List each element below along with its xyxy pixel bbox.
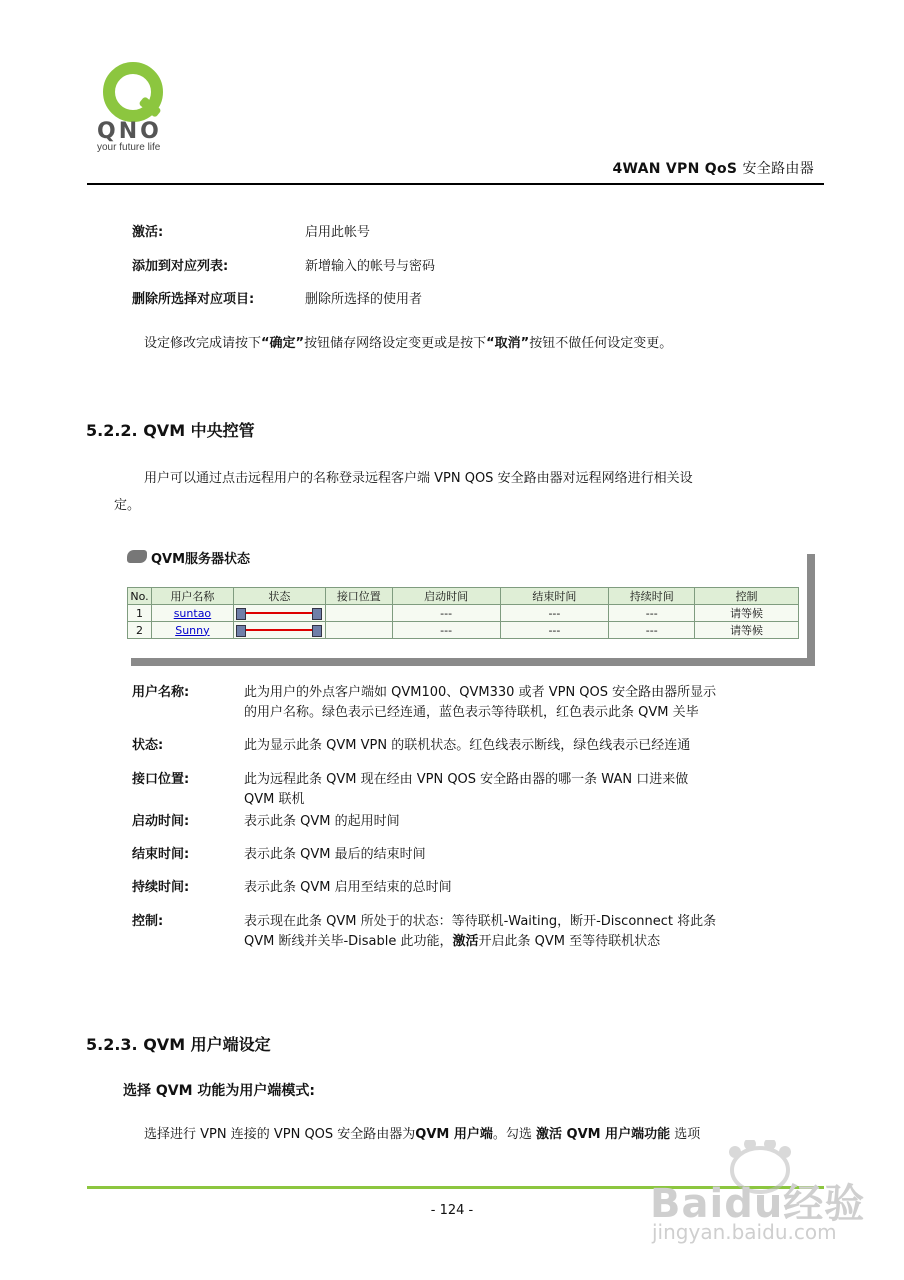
document-header-title	[612, 158, 814, 178]
header-title-cn: 安全路由器	[742, 161, 814, 177]
folder-tab-icon	[127, 550, 147, 563]
col-header-control: 控制	[695, 588, 799, 605]
definition-label: 接口位置:	[132, 772, 190, 787]
section-heading-522: 5.2.2. QVM 中央控管	[86, 421, 255, 440]
disconnected-line	[246, 629, 312, 631]
definition-text-line: QVM 联机	[244, 792, 305, 807]
setting-value: 启用此帐号	[305, 225, 371, 240]
setting-value: 新增输入的帐号与密码	[305, 259, 436, 274]
user-link[interactable]: suntao	[173, 606, 212, 620]
setting-label: 添加到对应列表:	[132, 259, 229, 274]
definition-text-line: 表示此条 QVM 最后的结束时间	[244, 847, 426, 862]
definition-text-line: 表示此条 QVM 的起用时间	[244, 814, 400, 829]
panel-shadow	[807, 554, 815, 666]
col-header-user: 用户名称	[151, 588, 233, 605]
para-bold: 激活 QVM 用户端功能	[536, 1127, 671, 1142]
definition-text-line: 表示此条 QVM 启用至结束的总时间	[244, 880, 452, 895]
cell-status	[233, 622, 325, 639]
col-header-status: 状态	[233, 588, 325, 605]
definition-label: 用户名称:	[132, 685, 190, 700]
col-header-end: 结束时间	[500, 588, 609, 605]
definition-label: 控制:	[132, 914, 164, 929]
definition-label: 启动时间:	[132, 814, 190, 829]
definition-label: 结束时间:	[132, 847, 190, 862]
para-text: 选择进行 VPN 连接的 VPN QOS 安全路由器为	[144, 1127, 416, 1142]
connection-status-icon	[236, 623, 322, 637]
cell-status	[233, 605, 325, 622]
para-text: 。勾选	[492, 1127, 537, 1142]
note-text: 设定修改完成请按下	[144, 336, 262, 351]
table-header-row	[128, 588, 799, 605]
para-text: 选项	[670, 1127, 701, 1142]
save-cancel-note	[144, 330, 672, 357]
cell-no: 2	[128, 622, 152, 639]
panel-shadow	[131, 658, 815, 666]
computer-icon	[236, 608, 246, 620]
panel-body	[127, 546, 807, 658]
note-cancel: “取消”	[486, 336, 530, 351]
cell-start: ---	[392, 605, 500, 622]
definition-text: 开启此条 QVM 至等待联机状态	[478, 934, 661, 949]
connection-status-icon	[236, 606, 322, 620]
definition-text-line: 此为显示此条 QVM VPN 的联机状态。红色线表示断线，绿色线表示已经连通	[244, 738, 691, 753]
cell-port	[325, 622, 392, 639]
definition-bold-term: 激活	[452, 934, 479, 949]
section-523-subheading: 选择 QVM 功能为用户端模式:	[123, 1083, 316, 1099]
definition-text-line: 表示现在此条 QVM 所处于的状态：等待联机-Waiting，断开-Disconnect 将此条	[244, 914, 717, 929]
table-row	[128, 605, 799, 622]
header-title-en: 4WAN VPN QoS	[612, 161, 738, 177]
section-523-para	[144, 1121, 700, 1148]
qvm-status-table	[127, 587, 799, 639]
user-link[interactable]: Sunny	[175, 623, 210, 637]
section-522-para-line2: 定。	[114, 498, 141, 513]
note-text: 按钮储存网络设定变更或是按下	[304, 336, 487, 351]
table-row	[128, 622, 799, 639]
header-divider	[87, 183, 824, 185]
definition-text-line: 的用户名称。绿色表示已经连通，蓝色表示等待联机，红色表示此条 QVM 关毕	[244, 705, 699, 720]
col-header-port: 接口位置	[325, 588, 392, 605]
cell-control: 请等候	[695, 622, 799, 639]
cell-start: ---	[392, 622, 500, 639]
computer-icon	[236, 625, 246, 637]
cell-end: ---	[500, 622, 609, 639]
logo-tagline: your future life	[97, 142, 161, 153]
definition-text: QVM 断线并关毕-Disable 此功能，	[244, 934, 453, 949]
definition-label: 状态:	[132, 738, 164, 753]
computer-icon	[312, 608, 322, 620]
cell-duration: ---	[609, 622, 695, 639]
col-header-duration: 持续时间	[609, 588, 695, 605]
page-number: - 124 -	[430, 1203, 474, 1218]
cell-control: 请等候	[695, 605, 799, 622]
setting-label: 激活:	[132, 225, 164, 240]
qvm-server-status-panel	[127, 546, 815, 666]
setting-label: 删除所选择对应项目:	[132, 292, 255, 307]
note-text: 按钮不做任何设定变更。	[529, 336, 673, 351]
definition-text-line: 此为用户的外点客户端如 QVM100、QVM330 或者 VPN QOS 安全路由器所显示	[244, 685, 717, 700]
para-bold: QVM 用户端	[415, 1127, 493, 1142]
col-header-no: No.	[128, 588, 152, 605]
definition-text-line	[244, 932, 660, 952]
svg-text:QNO: QNO	[97, 119, 162, 144]
section-heading-523: 5.2.3. QVM 用户端设定	[86, 1035, 271, 1054]
setting-value: 删除所选择的使用者	[305, 292, 423, 307]
definition-label: 持续时间:	[132, 880, 190, 895]
disconnected-line	[246, 612, 312, 614]
watermark-text: Baidu经验	[650, 1181, 866, 1227]
cell-user	[151, 622, 233, 639]
cell-no: 1	[128, 605, 152, 622]
panel-title: QVM服务器状态	[151, 552, 251, 567]
computer-icon	[312, 625, 322, 637]
section-522-para-line1: 用户可以通过点击远程用户的名称登录远程客户端 VPN QOS 安全路由器对远程网络进行相关设	[144, 471, 693, 486]
cell-port	[325, 605, 392, 622]
cell-end: ---	[500, 605, 609, 622]
definition-text-line: 此为远程此条 QVM 现在经由 VPN QOS 安全路由器的哪一条 WAN 口进来做	[244, 772, 689, 787]
watermark-url: jingyan.baidu.com	[652, 1220, 837, 1244]
cell-user	[151, 605, 233, 622]
col-header-start: 启动时间	[392, 588, 500, 605]
cell-duration: ---	[609, 605, 695, 622]
note-confirm: “确定”	[261, 336, 305, 351]
